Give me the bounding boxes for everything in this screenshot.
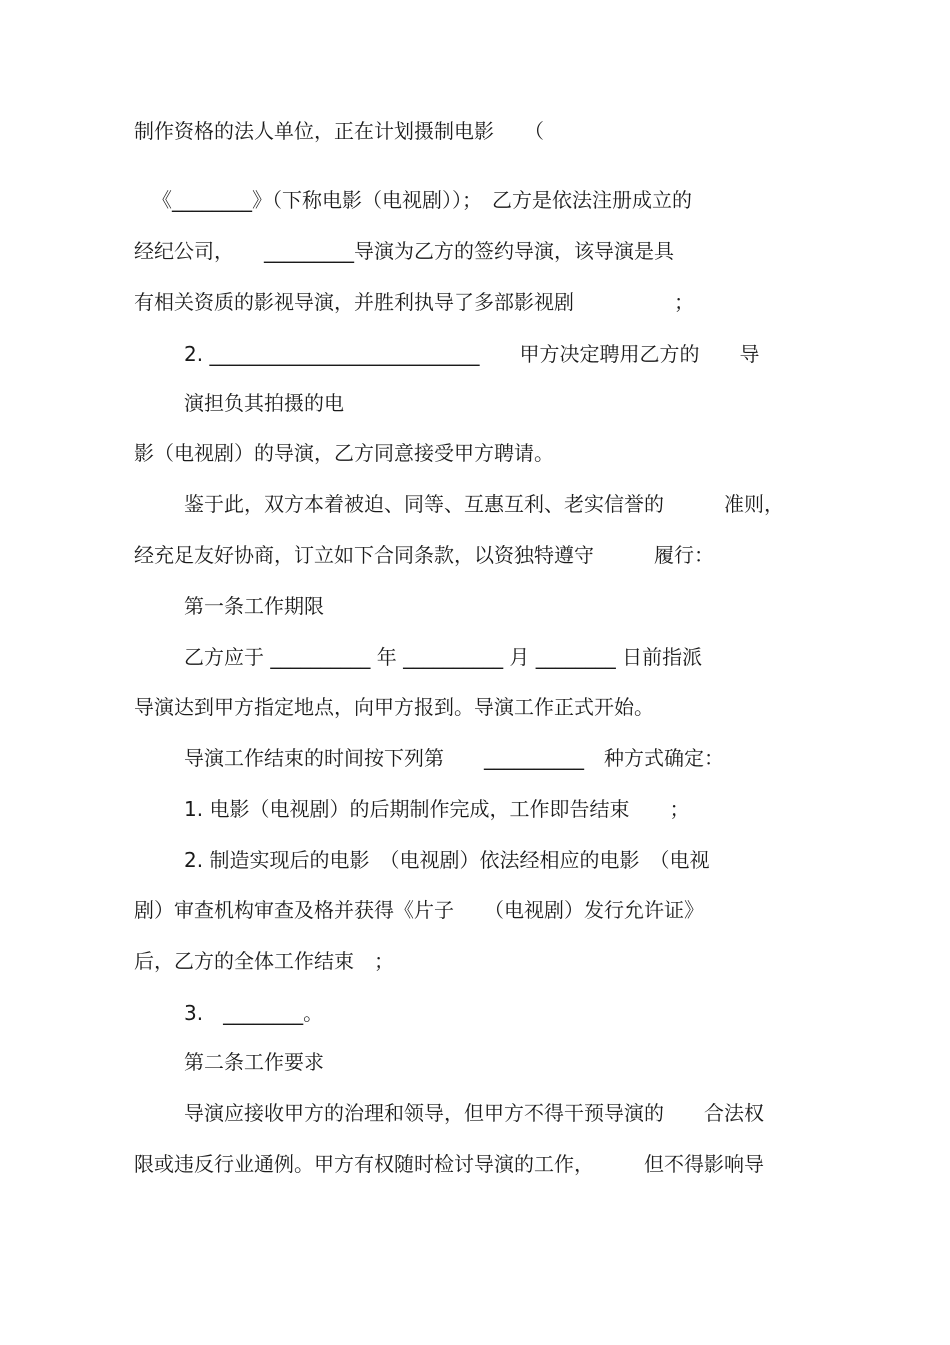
- text-line: 有相关资质的影视导演，并胜利执导了多部影视剧 ；: [134, 290, 694, 314]
- text-line: 2. 制造实现后的电影 （电视剧）依法经相应的电影 （电视: [184, 848, 710, 872]
- text-line: 后，乙方的全体工作结束 ；: [134, 949, 394, 973]
- text-line: 导演达到甲方指定地点，向甲方报到。导演工作正式开始。: [134, 695, 654, 719]
- text-line: 2. ___________________________ 甲方决定聘用乙方的 导: [184, 342, 760, 366]
- text-line: 3. ________。: [184, 1001, 324, 1025]
- text-line: 导演工作结束的时间按下列第 __________ 种方式确定：: [184, 746, 724, 770]
- text-line: 鉴于此，双方本着被迫、同等、互惠互利、老实信誉的 准则，: [184, 492, 784, 516]
- text-line: 乙方应于 __________ 年 __________ 月 ________ 日前指派: [184, 645, 703, 669]
- text-line: 影（电视剧）的导演，乙方同意接受甲方聘请。: [134, 441, 554, 465]
- article-heading: 第一条工作期限: [184, 594, 324, 618]
- text-line: 经充足友好协商，订立如下合同条款，以资独特遵守 履行：: [134, 543, 714, 567]
- text-line: 经纪公司， _________导演为乙方的签约导演，该导演是具: [134, 239, 674, 263]
- text-line: 制作资格的法人单位，正在计划摄制电影 （: [134, 119, 544, 143]
- text-line: 演担负其拍摄的电: [184, 391, 344, 415]
- article-heading: 第二条工作要求: [184, 1050, 324, 1074]
- text-line: 限或违反行业通例。甲方有权随时检讨导演的工作， 但不得影响导: [134, 1152, 764, 1176]
- text-line: 剧）审查机构审查及格并获得《片子 （电视剧）发行允许证》: [134, 898, 704, 922]
- text-line: 导演应接收甲方的治理和领导，但甲方不得干预导演的 合法权: [184, 1101, 764, 1125]
- text-line: 1. 电影（电视剧）的后期制作完成，工作即告结束 ；: [184, 797, 690, 821]
- text-line: 《________》（下称电影（电视剧））； 乙方是依法注册成立的: [152, 188, 692, 212]
